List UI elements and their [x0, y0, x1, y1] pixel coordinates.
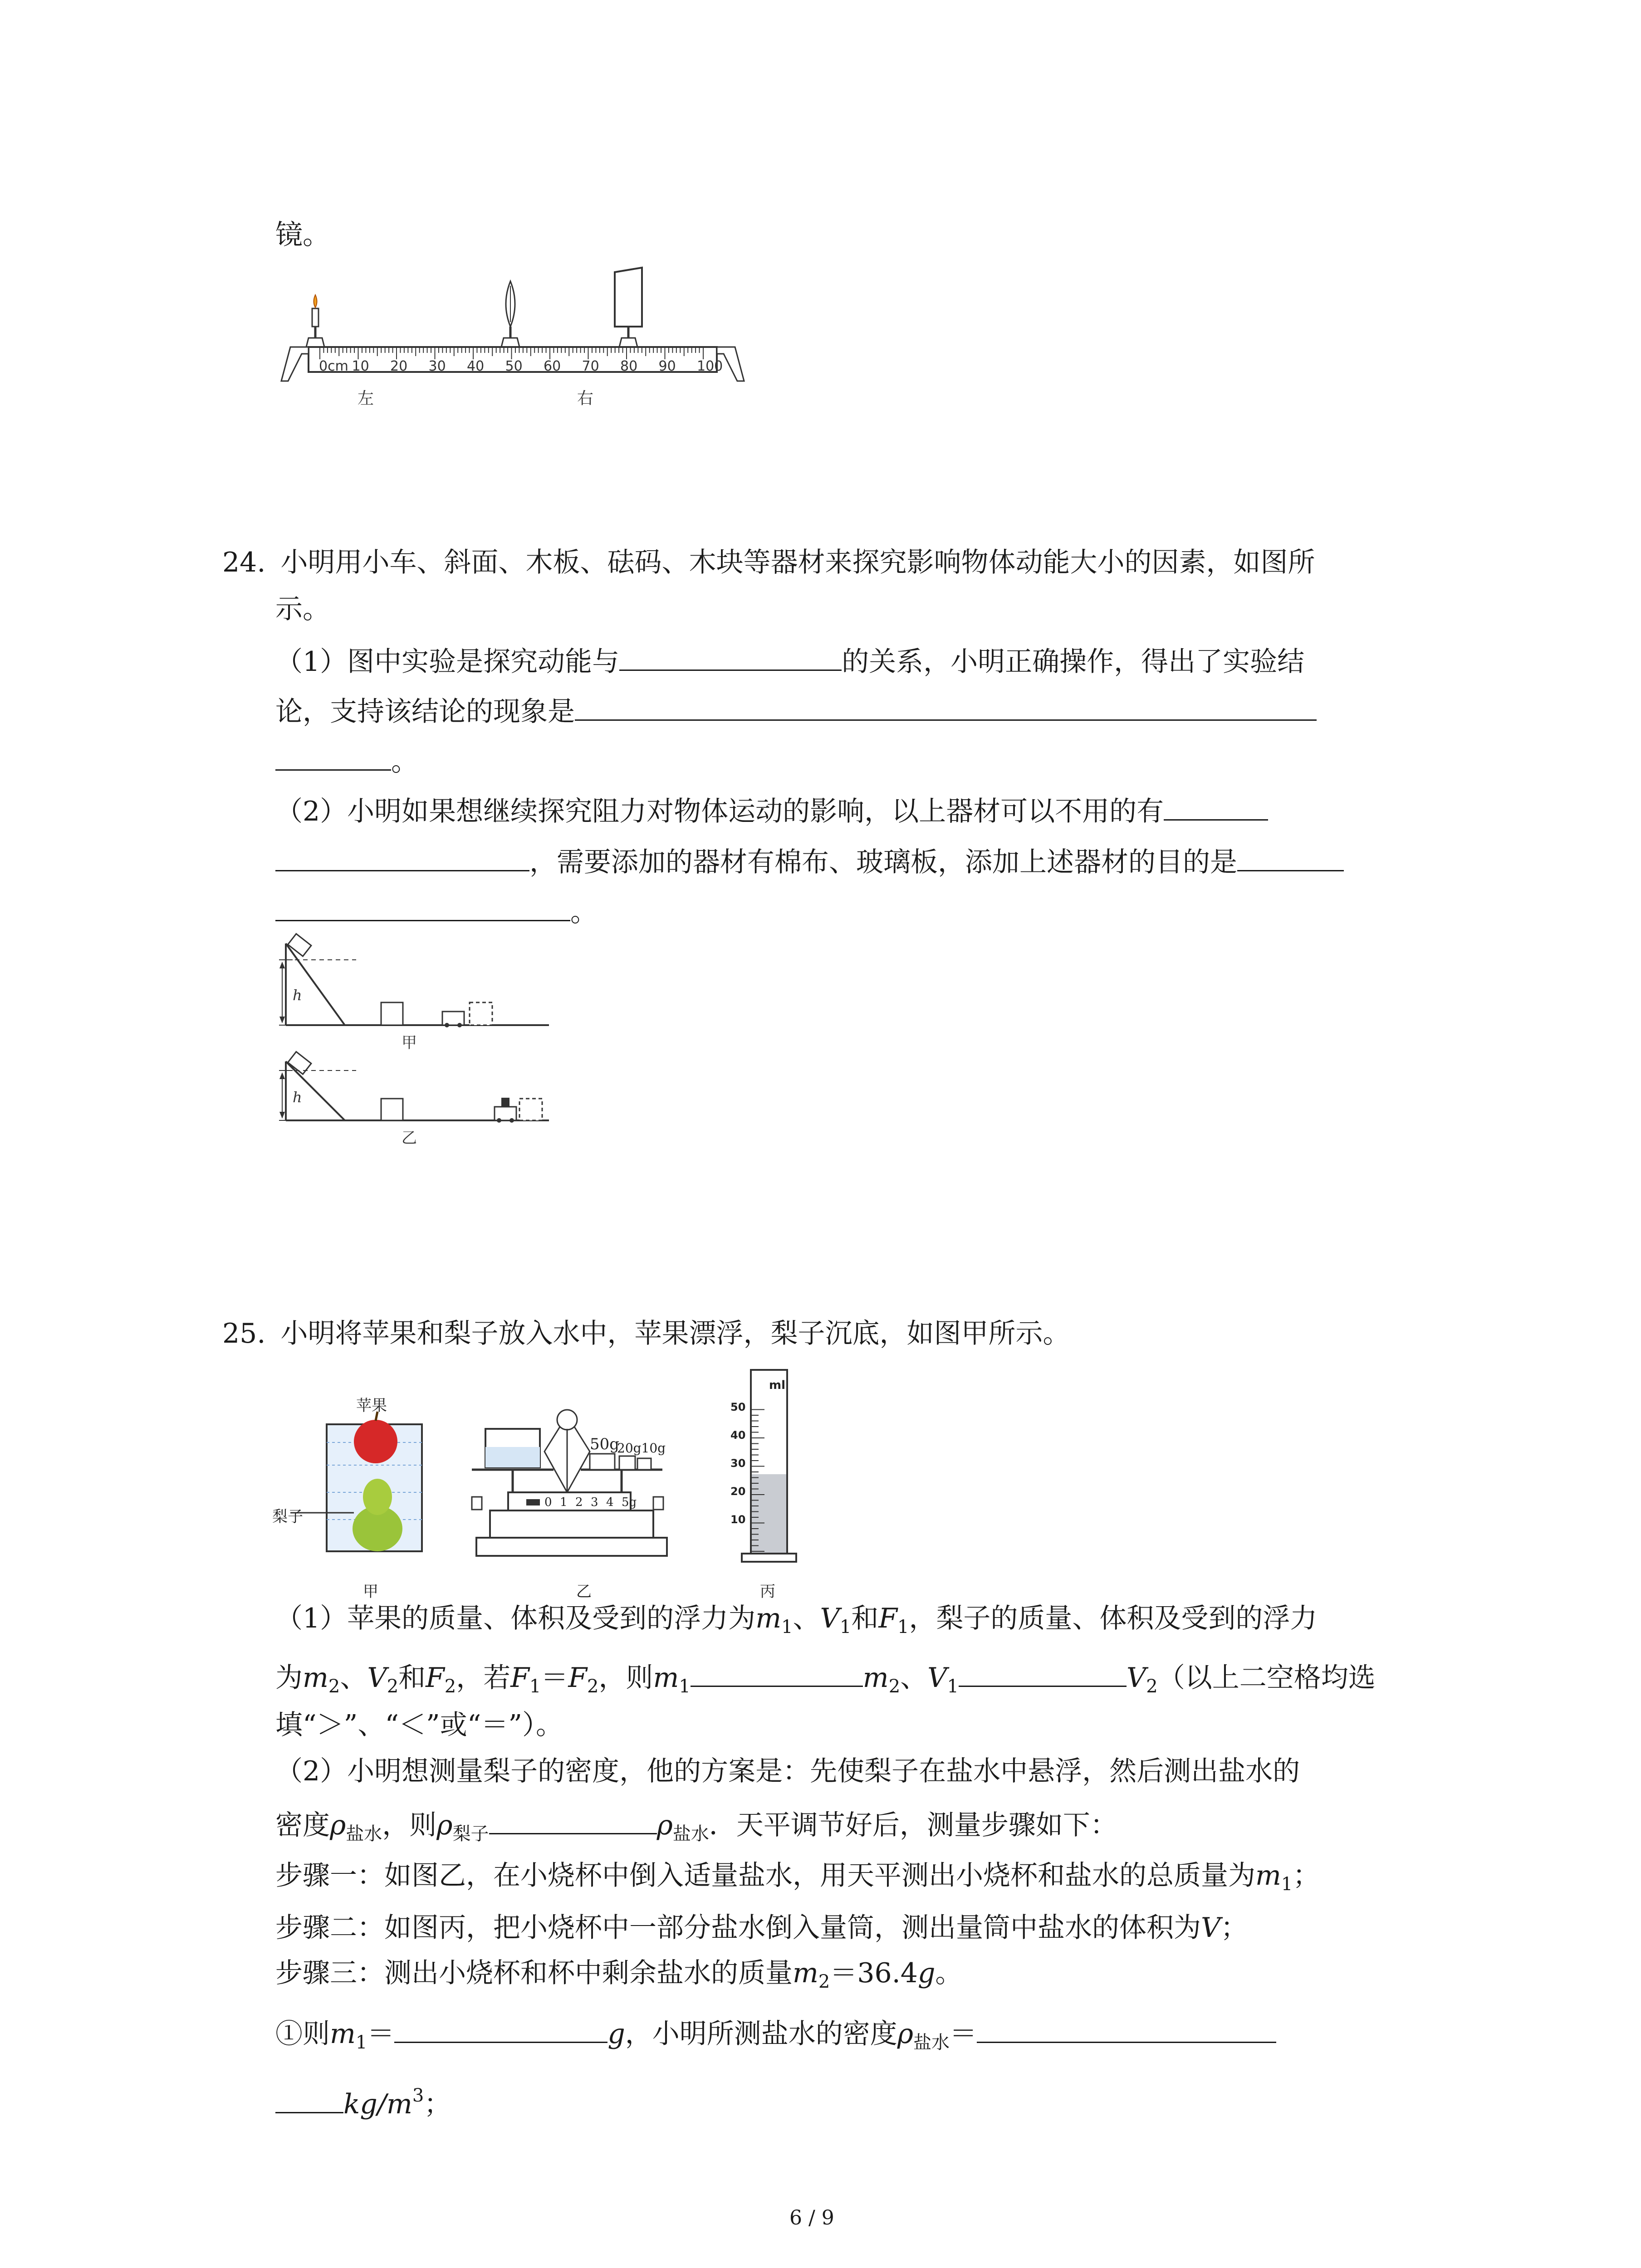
- fig-label-yi: 乙: [576, 1583, 592, 1601]
- answer-blank[interactable]: [619, 644, 842, 671]
- answer-blank[interactable]: [1237, 845, 1344, 871]
- bench-scale-label: 20: [390, 358, 408, 374]
- q25-step1: 步骤一：如图乙，在小烧杯中倒入适量盐水，用天平测出小烧杯和盐水的总质量为$m_1$；: [275, 1860, 1320, 1895]
- bench-scale-label: 70: [582, 358, 599, 374]
- q24-part2-line2: ，需要添加的器材有棉布、玻璃板，添加上述器材的目的是: [275, 845, 1344, 878]
- q24-part1-line1: （1）图中实验是探究动能与 的关系，小明正确操作，得出了实验结: [275, 644, 1304, 678]
- fig-label-jia: 甲: [363, 1583, 378, 1601]
- bench-scale-label: 90: [658, 358, 676, 374]
- cylinder-number: 40: [730, 1429, 746, 1442]
- density-figure: [272, 1361, 817, 1615]
- answer-blank[interactable]: [275, 2087, 343, 2113]
- cylinder-number: 50: [730, 1401, 746, 1413]
- bench-scale-label: 0cm: [319, 358, 348, 374]
- q25-part1-line2: 为$m_2$、$V_2$和$F_2$，若$F_1=F_2$，则$m_1$ $m_2$、$V_1$ $V_2$（以上二空格均选: [275, 1660, 1376, 1702]
- balance-scale-number: 1: [560, 1496, 568, 1509]
- optical-bench-figure: [281, 259, 744, 413]
- balance-scale-number: 0: [544, 1496, 552, 1509]
- graduated-cylinder: [730, 1370, 796, 1562]
- answer-blank[interactable]: [275, 845, 529, 871]
- page-number: 6 / 9: [789, 2206, 834, 2229]
- pear-label: 梨子: [272, 1508, 303, 1526]
- weight-20g10g: 20g10g: [617, 1441, 666, 1456]
- answer-blank[interactable]: [959, 1660, 1127, 1687]
- q24-part2-line3: 。: [275, 894, 598, 928]
- bench-scale-label: 80: [620, 358, 638, 374]
- balance-scale-number: 2: [575, 1496, 583, 1509]
- q24-stem-line2: 示。: [275, 593, 330, 625]
- bench-scale-label: 50: [505, 358, 523, 374]
- answer-blank[interactable]: [275, 744, 391, 771]
- cylinder-number: 10: [730, 1513, 746, 1526]
- q25-question1-line2: $kg/m^3$；: [275, 2080, 451, 2120]
- beaker-apple-pear: [272, 1397, 422, 1551]
- q24-part1-line3: 。: [275, 744, 418, 777]
- apple-label: 苹果: [356, 1397, 387, 1415]
- weight-50g: 50g: [590, 1435, 620, 1453]
- q25-part2-line2: 密度$\rho_{盐水}$，则$\rho_{梨子}$ $\rho_{盐水}$．天平调节好后，测量步骤如下：: [275, 1808, 1117, 1850]
- cylinder-unit: ml: [769, 1378, 786, 1392]
- q24-part1-line2: 论，支持该结论的现象是: [275, 694, 1317, 728]
- answer-blank[interactable]: [489, 1808, 657, 1834]
- bench-scale-label: 10: [352, 358, 369, 374]
- height-label: h: [293, 987, 302, 1004]
- balance-scale-number: 4: [606, 1496, 614, 1509]
- balance-scale: [472, 1410, 667, 1556]
- answer-blank[interactable]: [275, 894, 570, 921]
- answer-blank[interactable]: [691, 1660, 863, 1687]
- fig-label-bing: 丙: [760, 1583, 775, 1601]
- svg-text:h: h: [293, 1089, 302, 1106]
- panel-label-b: 乙: [402, 1129, 417, 1147]
- bench-scale-label: 40: [467, 358, 485, 374]
- q24-number: 24.: [222, 547, 266, 578]
- bench-scale-label: 30: [428, 358, 446, 374]
- cylinder-number: 20: [730, 1485, 746, 1498]
- answer-blank[interactable]: [1164, 794, 1268, 821]
- balance-scale-number: 3: [591, 1496, 598, 1509]
- carry-over-text: 镜。: [275, 219, 330, 251]
- q25-part1-line1: （1）苹果的质量、体积及受到的浮力为$m_1$、$V_1$和$F_1$，梨子的质量、体积及受到的浮力: [275, 1603, 1318, 1637]
- q25-number: 25.: [222, 1318, 266, 1349]
- q25-question1-line1: ①则$m_1= g$，小明所测盐水的密度$\rho_{盐水}=$: [275, 2016, 1276, 2058]
- bench-right-label: 右: [577, 389, 594, 408]
- q25-stem: 25. 小明将苹果和梨子放入水中，苹果漂浮，梨子沉底，如图甲所示。: [222, 1318, 1070, 1349]
- bench-left-label: 左: [358, 389, 374, 408]
- incline-figure: [277, 934, 558, 1152]
- bench-scale-label: 100: [697, 358, 723, 374]
- bench-scale-label: 60: [544, 358, 561, 374]
- panel-label-a: 甲: [402, 1034, 417, 1052]
- q25-step3: 步骤三：测出小烧杯和杯中剩余盐水的质量$m_2=36.4g$。: [275, 1957, 963, 1992]
- answer-blank[interactable]: [394, 2016, 607, 2043]
- cylinder-number: 30: [730, 1457, 746, 1470]
- q25-step2: 步骤二：如图丙，把小烧杯中一部分盐水倒入量筒，测出量筒中盐水的体积为V；: [275, 1912, 1248, 1944]
- answer-blank[interactable]: [977, 2016, 1276, 2043]
- q24-part2-line1: （2）小明如果想继续探究阻力对物体运动的影响，以上器材可以不用的有: [275, 794, 1268, 827]
- q24-stem-line1: 24. 小明用小车、斜面、木板、砝码、木块等器材来探究影响物体动能大小的因素，如图所: [222, 547, 1315, 578]
- balance-scale-number: 5g: [622, 1496, 637, 1509]
- answer-blank[interactable]: [575, 694, 1317, 721]
- q25-part1-line3: 填“＞”、“＜”或“＝”）。: [275, 1709, 563, 1741]
- q25-part2-line1: （2）小明想测量梨子的密度，他的方案是：先使梨子在盐水中悬浮，然后测出盐水的: [275, 1755, 1300, 1787]
